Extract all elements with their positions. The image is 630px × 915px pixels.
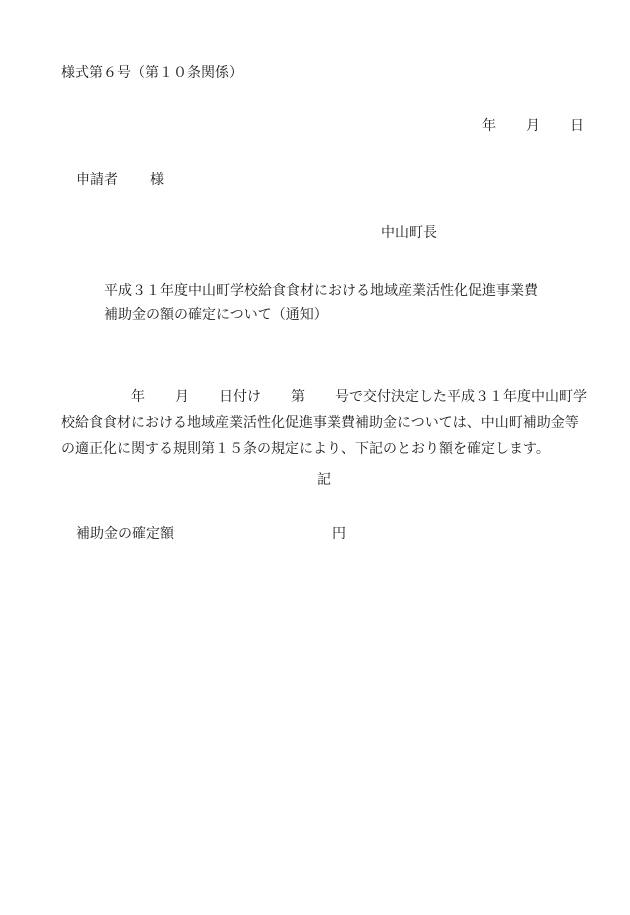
- body-text: [61, 384, 587, 462]
- body-number-prefix: 第: [291, 389, 305, 405]
- recipient-line: [76, 171, 164, 189]
- date-day-label: 日: [570, 118, 584, 134]
- subject-line-2: 補助金の額の確定について（通知）: [104, 307, 328, 323]
- subject: [104, 279, 538, 327]
- subject-line-1: 平成３１年度中山町学校給食食材における地域産業活性化促進事業費: [104, 283, 538, 299]
- date-year-label: 年: [482, 118, 496, 134]
- body-dated: 日付け: [219, 389, 261, 405]
- amount-label: 補助金の確定額: [76, 526, 174, 542]
- body-line-1: [61, 384, 587, 410]
- form-number: 様式第６号（第１０条関係）: [61, 65, 243, 81]
- date-line: [482, 117, 584, 135]
- recipient-honorific: 様: [150, 172, 164, 188]
- recipient-name: 申請者: [76, 172, 118, 188]
- body-month: 月: [175, 389, 189, 405]
- ki-heading: 記: [317, 472, 331, 488]
- sender: 中山町長: [381, 225, 437, 241]
- body-line-1-rest: 号で交付決定した平成３１年度中山町学: [335, 389, 587, 405]
- date-month-label: 月: [526, 118, 540, 134]
- body-line-2: 校給食食材における地域産業活性化促進事業費補助金については、中山町補助金等: [61, 415, 579, 431]
- amount-unit: 円: [332, 526, 346, 542]
- body-year: 年: [131, 389, 145, 405]
- body-line-3: の適正化に関する規則第１５条の規定により、下記のとおり額を確定します。: [61, 441, 550, 457]
